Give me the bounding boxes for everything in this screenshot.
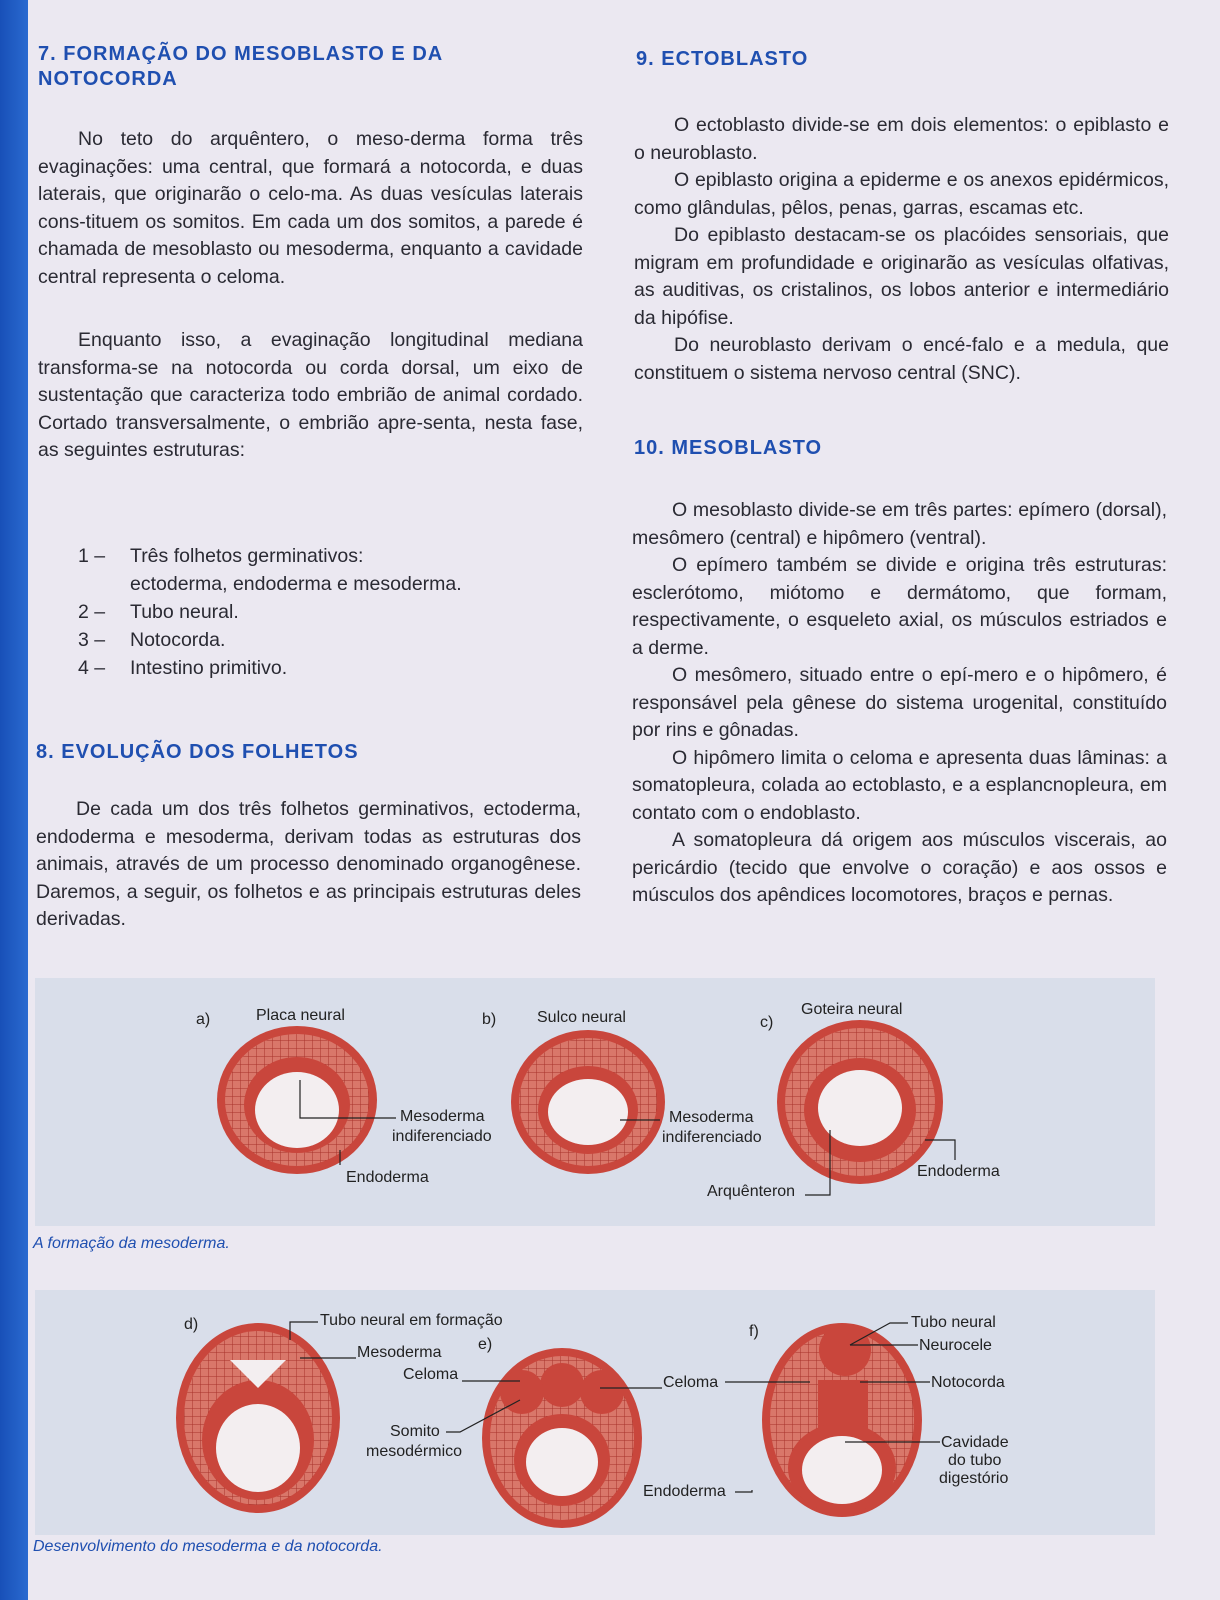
label: Cavidade — [941, 1434, 1009, 1451]
list-text: Notocorda. — [130, 629, 226, 651]
embryo-d-diagram — [176, 1323, 340, 1513]
figure-a-letter: a) — [196, 1011, 211, 1028]
paragraph: O mesômero, situado entre o epí-mero e o hipômero, é responsável pela gênese do sistema urogenital, constituído por rins e gônadas. — [632, 664, 1167, 741]
label: Tubo neural — [911, 1314, 996, 1331]
paragraph: Enquanto isso, a evaginação longitudinal mediana transforma-se na notocorda ou corda dorsal, um eixo de sustentação que caracteriza todo embrião de animal cordado. Cortado transversalmente, o embrião apre-senta, nesta fase, as seguintes estruturas: — [38, 329, 583, 461]
label: Mesoderma — [357, 1344, 442, 1361]
label: Endoderma — [917, 1163, 1000, 1180]
paragraph: De cada um dos três folhetos germinativos, ectoderma, endoderma e mesoderma, derivam todas as estruturas dos animais, através de um processo denominado organogênese. Daremos, a seguir, os folhetos e as principais estruturas deles derivadas. — [36, 798, 581, 930]
figure-1-caption: A formação da mesoderma. — [33, 1235, 230, 1252]
label: Endoderma — [346, 1169, 429, 1186]
section-8-heading: 8. EVOLUÇÃO DOS FOLHETOS — [36, 741, 359, 763]
figure-d-letter: d) — [184, 1316, 199, 1333]
embryo-f-diagram — [762, 1323, 922, 1517]
label: Arquênteron — [707, 1183, 796, 1200]
label: indiferenciado — [392, 1128, 492, 1145]
embryo-e-diagram — [482, 1348, 642, 1528]
list-number: 2 – — [78, 601, 106, 623]
label: do tubo — [948, 1452, 1002, 1469]
paragraph: No teto do arquêntero, o meso-derma forma três evaginações: uma central, que formará a notocorda, e duas laterais, que originarão o celo-ma. As duas vesículas laterais cons-tituem os somitos. Em cada um dos somitos, a parede é chamada de mesoblasto ou mesoderma, enquanto a cavidade central representa o celoma. — [38, 128, 583, 288]
list-number: 1 – — [78, 545, 106, 567]
list-text: Intestino primitivo. — [130, 657, 288, 679]
paragraph: A somatopleura dá origem aos músculos viscerais, ao pericárdio (tecido que envolve o coração) e aos ossos e músculos dos apêndices locomotores, braços e pernas. — [632, 829, 1167, 906]
label: indiferenciado — [662, 1129, 762, 1146]
figure-b-title: Sulco neural — [537, 1009, 626, 1026]
paragraph: O epímero também se divide e origina três estruturas: esclerótomo, miótomo e dermátomo, que formam, respectivamente, o esqueleto axial, os músculos estriados e a derme. — [632, 554, 1167, 659]
figure-a-title: Placa neural — [256, 1007, 345, 1024]
embryo-b-diagram — [511, 1030, 665, 1174]
figure-c-title: Goteira neural — [801, 1001, 903, 1018]
label: Mesoderma — [669, 1109, 754, 1126]
label: Celoma — [403, 1366, 459, 1383]
paragraph: O ectoblasto divide-se em dois elementos: o epiblasto e o neuroblasto. — [634, 114, 1169, 164]
figure-f-letter: f) — [749, 1323, 759, 1340]
paragraph: O epiblasto origina a epiderme e os anexos epidérmicos, como glândulas, pêlos, penas, garras, escamas etc. — [634, 169, 1169, 219]
label: Somito — [390, 1423, 440, 1440]
paragraph: O hipômero limita o celoma e apresenta duas lâminas: a somatopleura, colada ao ectoblasto, e a esplancnopleura, em contato com o endoblasto. — [632, 746, 1167, 824]
label: Neurocele — [919, 1337, 992, 1354]
label: Tubo neural em formação — [320, 1312, 503, 1329]
label: mesodérmico — [366, 1443, 463, 1460]
section-7-heading: 7. FORMAÇÃO DO MESOBLASTO E DA NOTOCORDA — [38, 43, 443, 90]
label: Mesoderma — [400, 1108, 485, 1125]
list-number: 4 – — [78, 657, 106, 679]
embryo-c-diagram — [777, 1020, 943, 1184]
section-10-heading: 10. MESOBLASTO — [634, 437, 823, 459]
list-text: Três folhetos germinativos: — [130, 545, 364, 567]
label: Endoderma — [643, 1483, 726, 1500]
embryo-a-diagram — [217, 1026, 377, 1174]
label: digestório — [939, 1470, 1009, 1487]
paragraph: Do epiblasto destacam-se os placóides sensoriais, que migram em profundidade e originarão as vesículas olfativas, as auditivas, os cristalinos, os lobos anterior e intermediário da hipófise. — [634, 224, 1169, 329]
label: Notocorda — [931, 1374, 1005, 1391]
paragraph: O mesoblasto divide-se em três partes: epímero (dorsal), mesômero (central) e hipômero (ventral). — [632, 499, 1167, 549]
list-text: ectoderma, endoderma e mesoderma. — [130, 573, 462, 595]
figure-e-letter: e) — [478, 1336, 493, 1353]
figure-c-letter: c) — [760, 1014, 774, 1031]
list-number: 3 – — [78, 629, 106, 651]
section-9-heading: 9. ECTOBLASTO — [636, 48, 809, 70]
paragraph: Do neuroblasto derivam o encé-falo e a medula, que constituem o sistema nervoso central (SNC). — [634, 334, 1169, 384]
list-text: Tubo neural. — [130, 601, 239, 623]
label: Celoma — [663, 1374, 719, 1391]
figure-2-caption: Desenvolvimento do mesoderma e da notocorda. — [33, 1538, 383, 1555]
figure-b-letter: b) — [482, 1011, 497, 1028]
